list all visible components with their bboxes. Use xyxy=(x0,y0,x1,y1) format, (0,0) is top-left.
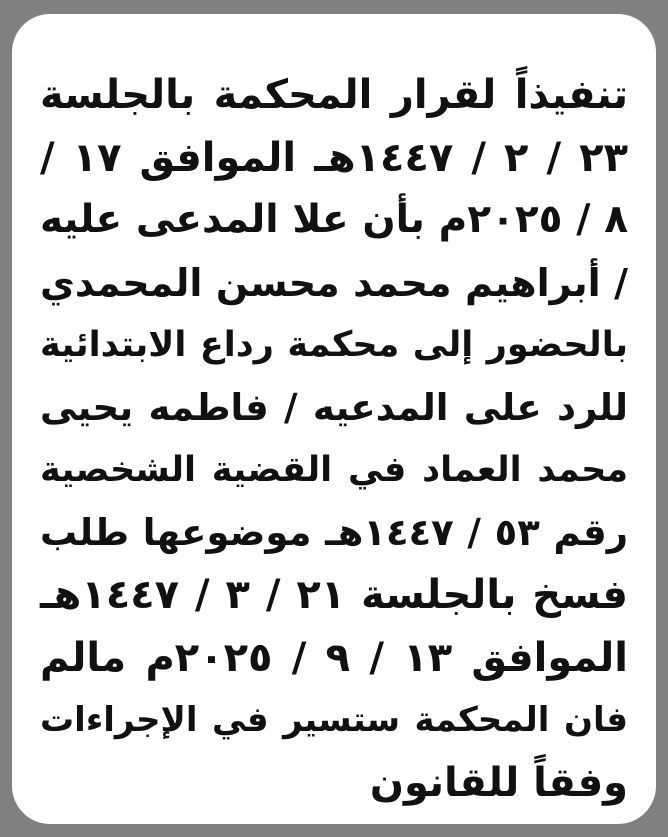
notice-line-7: محمد العماد في القضية الشخصية xyxy=(40,450,628,490)
court-notice-card xyxy=(12,14,656,824)
notice-line-1: تنفيذاً لقرار المحكمة بالجلسة xyxy=(40,72,628,118)
notice-line-8: رقم ٥٣ / ١٤٤٧هـ موضوعها طلب xyxy=(40,510,628,554)
notice-line-3: ٨ / ٢٠٢٥م بأن علا المدعى عليه xyxy=(40,197,629,242)
notice-line-10: الموافق ١٣ / ٩ / ٢٠٢٥م مالم xyxy=(40,634,628,681)
notice-line-6: للرد على المدعيه / فاطمه يحيى xyxy=(40,385,628,429)
notice-line-4: / أبراهيم محمد محسن المحمدي xyxy=(40,260,628,305)
notice-line-5: بالحضور إلى محكمة رداع الابتدائية xyxy=(40,325,628,365)
notice-line-2: ٢٣ / ٢ / ١٤٤٧هـ الموافق ١٧ / xyxy=(40,134,628,181)
notice-line-9: فسخ بالجلسة ٢١ / ٣ / ١٤٤٧هـ xyxy=(40,572,628,618)
notice-line-11: فان المحكمة ستسير في الإجراءات xyxy=(40,700,628,740)
notice-line-12: وفقاً للقانون xyxy=(369,759,628,806)
